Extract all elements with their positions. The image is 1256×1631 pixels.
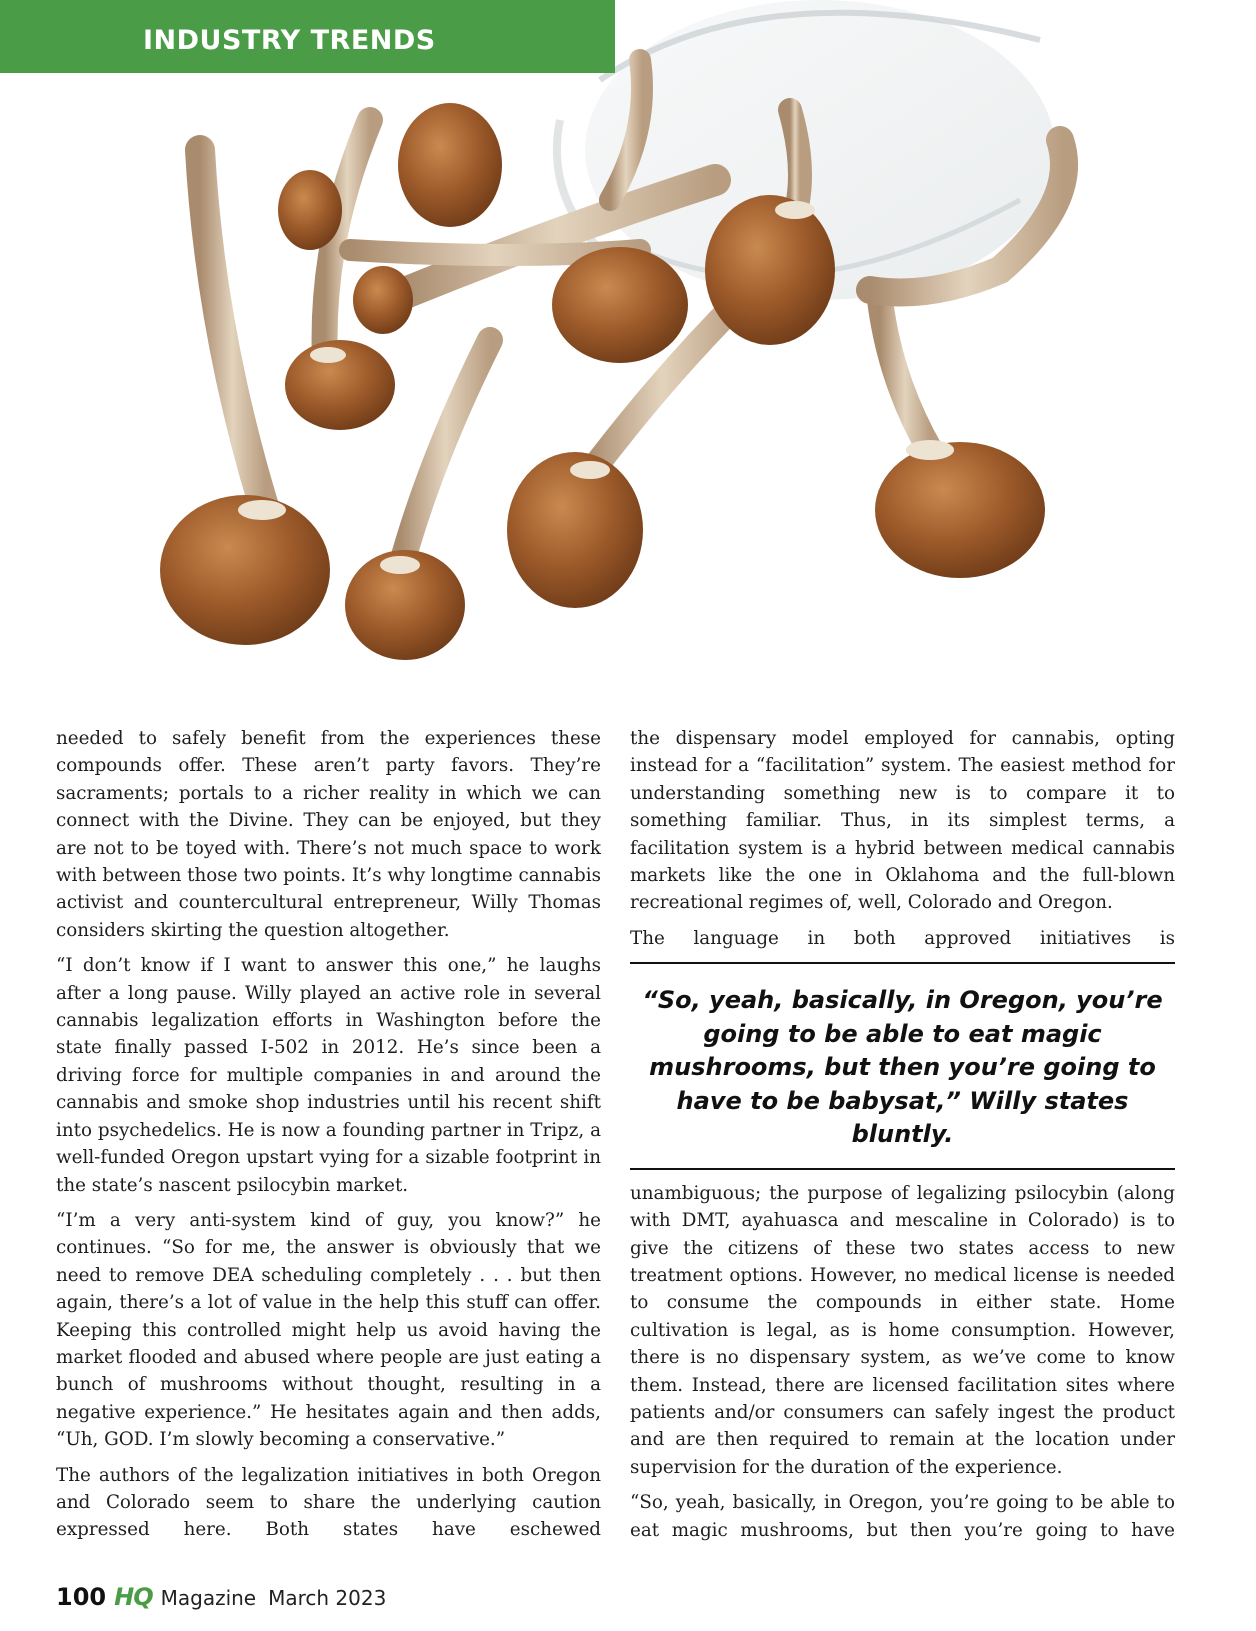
article-paragraph: “I’m a very anti-system kind of guy, you know?” he continues. “So for me, the answer is obviously that we need to remove DEA scheduling completely . . . but then again, there’s a lot of value in the help this stuff can offer. Keeping this controlled might help us avoid having the market flooded and abused where people are just eating a bunch of mushrooms without thought, resulting in a negative experience.” He hesitates again and then adds, “Uh, GOD. I’m slowly becoming a conservative.” [56, 1209, 601, 1451]
hero-photo [0, 0, 1256, 710]
article-paragraph: The authors of the legalization initiatives in both Oregon and Colorado seem to share the underlying caution expressed here. Both states have eschewed [56, 1464, 601, 1541]
hq-logo: HQ [114, 1583, 153, 1611]
page-number: 100 [56, 1583, 107, 1611]
pull-quote: “So, yeah, basically, in Oregon, you’re going to be able to eat magic mushrooms, but then you’re going to have to be babysat,” Willy states bluntly. [630, 962, 1175, 1170]
article-paragraph: “I don’t know if I want to answer this one,” he laughs after a long pause. Willy played an active role in several cannabis legalization efforts in Washington before the state finally passed I-502 in 2012. He’s since been a driving force for multiple companies in and around the cannabis and smoke shop industries until his recent shift into psychedelics. He is now a founding partner in Tripz, a well-funded Oregon upstart vying for a sizable footprint in the state’s nascent psilocybin market. [56, 955, 601, 1196]
page-footer [56, 1583, 386, 1615]
section-label: INDUSTRY TRENDS [143, 25, 436, 56]
article-paragraph: needed to safely benefit from the experiences these compounds offer. These aren’t party favors. They’re sacraments; portals to a richer reality in which we can connect with the Divine. They can be enjoyed, but they are not to be toyed with. There’s not much space to work with between those two points. It’s why longtime cannabis activist and countercultural entrepreneur, Willy Thomas considers skirting the question altogether. [56, 728, 601, 941]
article-paragraph: “So, yeah, basically, in Oregon, you’re going to be able to eat magic mushrooms, but then you’re going to have [630, 1492, 1175, 1541]
section-banner [0, 0, 615, 73]
article-paragraph: The language in both approved initiatives is [630, 927, 1175, 949]
article-paragraph: unambiguous; the purpose of legalizing psilocybin (along with DMT, ayahuasca and mescaline in Colorado) is to give the citizens of these two states access to new treatment options. However, no medical license is needed to consume the compounds in either state. Home cultivation is legal, as is home consumption. However, there is no dispensary system, as we’ve come to know them. Instead, there are licensed facilitation sites where patients and/or consumers can safely ingest the product and are then required to remain at the location under supervision for the duration of the experience. [630, 1182, 1175, 1478]
article-column-right [630, 725, 1175, 1552]
issue-date: March 2023 [268, 1586, 387, 1610]
mushrooms-illustration [0, 0, 1256, 710]
magazine-label: Magazine [160, 1586, 257, 1610]
article-paragraph: the dispensary model employed for cannabis, opting instead for a “facilitation” system. The easiest method for understanding something new is to compare it to something familiar. Thus, in its simplest terms, a facilitation system is a hybrid between medical cannabis markets like the one in Oklahoma and the full-blown recreational regimes of, well, Colorado and Oregon. [630, 728, 1175, 914]
article-column-left [56, 725, 601, 1552]
